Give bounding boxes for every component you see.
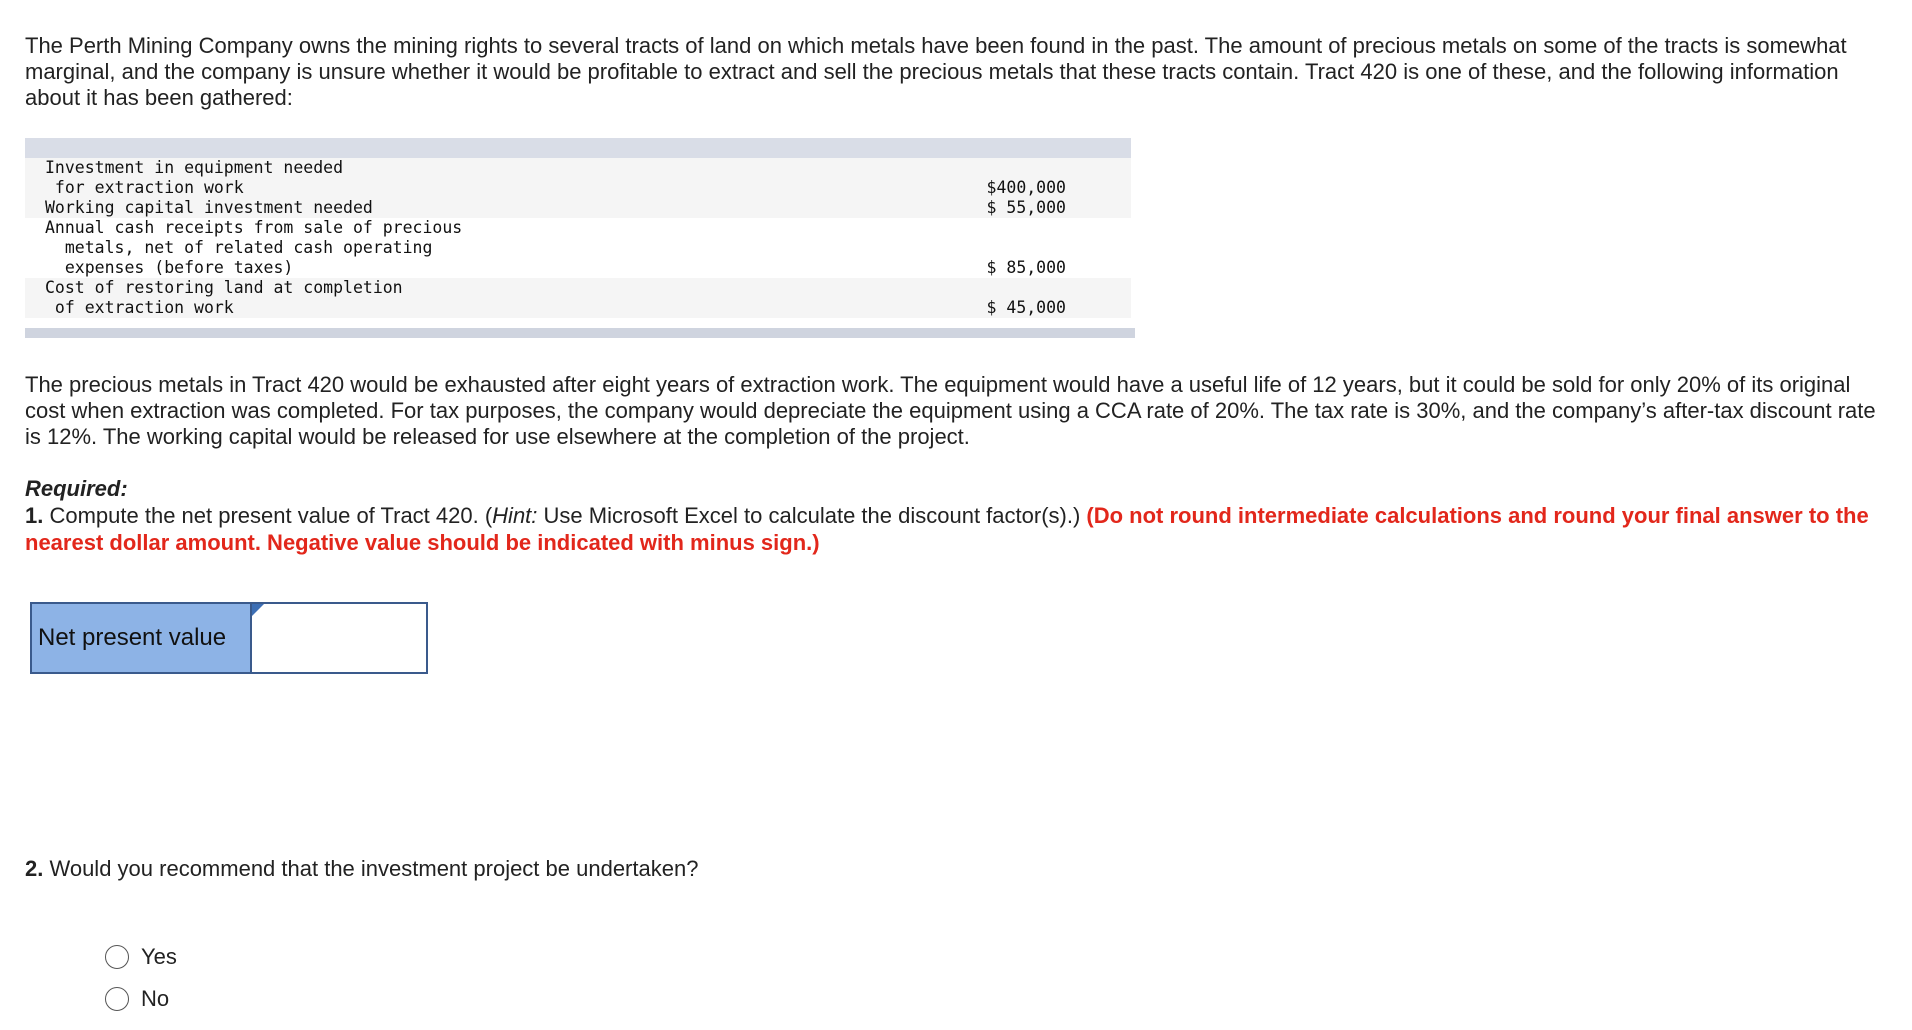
table-row [25,278,1131,318]
table-row-value: $ 55,000 [986,198,1066,217]
radio-yes-icon[interactable] [105,945,129,969]
table-row-value: $ 45,000 [986,298,1066,317]
question-1 [25,502,1895,556]
table-row [25,158,1131,198]
table-bottom-bar [25,328,1135,338]
question-1-text: Compute the net present value of Tract 420. ( [43,503,493,528]
table-row [25,218,1131,278]
input-corner-marker-icon [252,604,264,616]
question-2-text: Would you recommend that the investment project be undertaken? [43,856,699,881]
required-heading: Required: [25,476,128,501]
option-no[interactable] [105,978,177,1020]
npv-answer-row [30,602,428,674]
table-row-label: Working capital investment needed [45,198,373,217]
npv-input-cell[interactable] [252,604,426,672]
question-1-instruction: (Do not round intermediate calculations and round your final answer to the nearest dollar amount. Negative value should be indicated with minus sign.) [25,503,1869,555]
radio-no-icon[interactable] [105,987,129,1011]
table-row-label: Cost of restoring land at completion of extraction work [45,278,403,317]
data-table [25,138,1131,338]
hint-label: Hint: [492,503,538,528]
question-1-number: 1. [25,503,44,528]
table-row-label: Annual cash receipts from sale of precious metals, net of related cash operating expenses (before taxes) [45,218,463,277]
details-paragraph: The precious metals in Tract 420 would be exhausted after eight years of extraction work. The equipment would have a useful life of 12 years, but it could be sold for only 20% of its original cost when extraction was completed. For tax purposes, the company would depreciate the equipment using a CCA rate of 20%. The tax rate is 30%, and the company’s after-tax discount rate is 12%. The working capital would be released for use elsewhere at the completion of the project. [25,372,1876,449]
option-yes-label[interactable]: Yes [141,944,177,969]
option-no-label[interactable]: No [141,986,170,1011]
table-row-value: $ 85,000 [986,258,1066,277]
question-2-number: 2. [25,856,44,881]
table-row [25,198,1131,218]
intro-paragraph: The Perth Mining Company owns the mining rights to several tracts of land on which metals have been found in the past. The amount of precious metals on some of the tracts is somewhat marginal, and the company is unsure whether it would be profitable to extract and sell the precious metals that these tracts contain. Tract 420 is one of these, and the following information about it has been gathered: [25,33,1847,110]
question-1-hint-text: Use Microsoft Excel to calculate the discount factor(s).) [537,503,1087,528]
table-row-value: $400,000 [986,178,1066,197]
option-yes[interactable] [105,936,177,978]
question-2 [25,856,698,882]
table-row-label: Investment in equipment needed for extraction work [45,158,344,197]
table-top-bar [25,138,1131,158]
recommendation-options [105,936,177,1020]
npv-label: Net present value [32,604,252,672]
npv-input[interactable] [252,604,426,672]
